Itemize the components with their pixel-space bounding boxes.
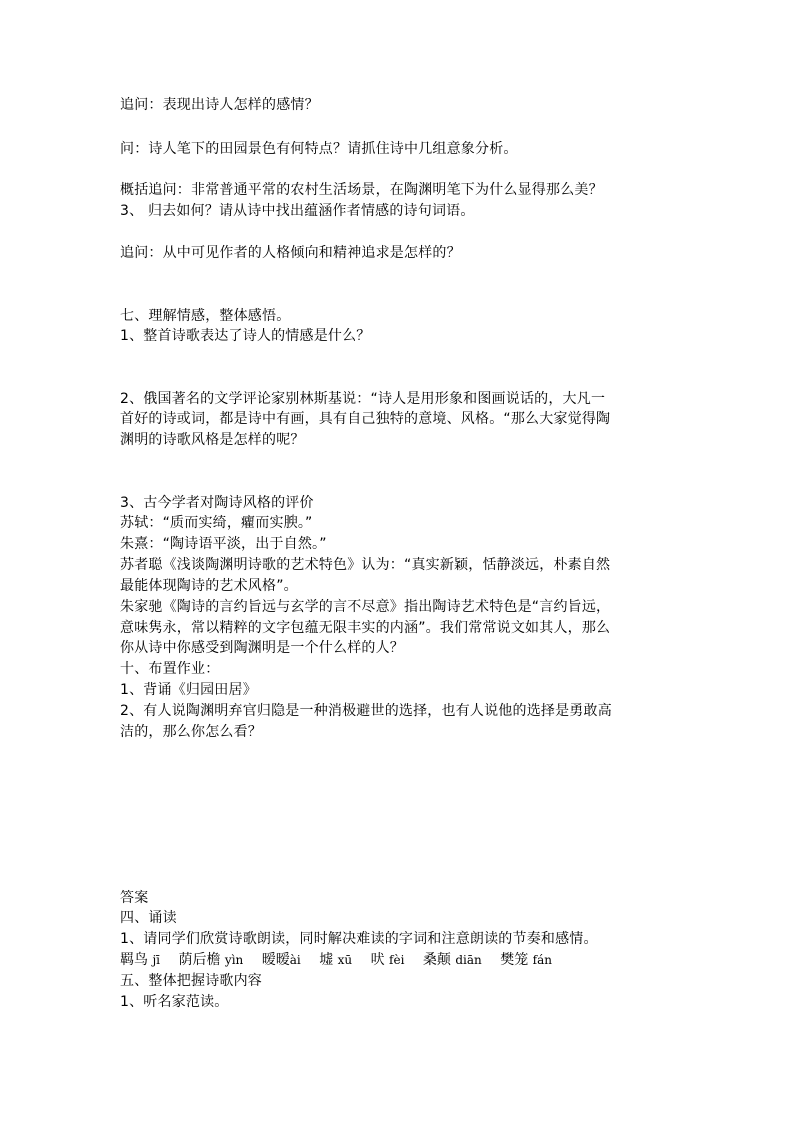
- text-line: 概括追问：非常普通平常的农村生活场景，在陶渊明笔下为什么显得那么美？: [120, 182, 603, 198]
- pinyin-item: [423, 952, 482, 968]
- pinyin-item: [500, 952, 552, 968]
- pinyin-reading: fán: [532, 953, 552, 967]
- text-line: 2、有人说陶渊明弃官归隐是一种消极避世的选择，也有人说他的选择是勇敢高: [120, 703, 612, 719]
- pinyin-reading: diān: [455, 953, 482, 967]
- text-line: 朱家驰《陶诗的言约旨远与玄学的言不尽意》指出陶诗艺术特色是“言约旨远，: [120, 599, 611, 615]
- text-line: 问：诗人笔下的田园景色有何特点？请抓住诗中几组意象分析。: [120, 141, 518, 157]
- text-line: 意味隽永，常以精粹的文字包蕴无限丰实的内涵”。我们常常说文如其人，那么: [120, 620, 611, 636]
- pinyin-reading: fèi: [389, 953, 405, 967]
- pinyin-word: 暧暧: [261, 952, 290, 968]
- text-line: 3、古今学者对陶诗风格的评价: [120, 495, 314, 511]
- pinyin-item: [319, 952, 352, 968]
- text-line: 最能体现陶诗的艺术风格”。: [120, 578, 298, 594]
- text-line: 渊明的诗歌风格是怎样的呢？: [120, 432, 305, 448]
- pinyin-word: 樊笼: [500, 952, 529, 968]
- pinyin-word: 羁鸟: [120, 952, 148, 968]
- section-heading: 四、诵读: [120, 910, 177, 926]
- text-line: 追问：表现出诗人怎样的感情？: [120, 97, 319, 113]
- pinyin-word: 吠: [370, 952, 385, 968]
- pinyin-item: [178, 952, 243, 968]
- text-line: 1、请同学们欣赏诗歌朗读，同时解决难读的字词和注意朗读的节奏和感情。: [120, 931, 598, 947]
- pinyin-word: 墟: [319, 952, 334, 968]
- pinyin-item: [371, 952, 405, 968]
- answer-heading: 答案: [120, 890, 149, 906]
- text-line: 1、整首诗歌表达了诗人的情感是什么？: [120, 328, 371, 344]
- text-line: 追问：从中可见作者的人格倾向和精神追求是怎样的？: [120, 245, 461, 261]
- pinyin-reading: yìn: [224, 953, 244, 967]
- text-line: 你从诗中你感受到陶渊明是一个什么样的人？: [120, 640, 404, 656]
- pinyin-item: [120, 952, 160, 968]
- text-line: 3、 归去如何？请从诗中找出蕴涵作者情感的诗句词语。: [120, 203, 475, 219]
- text-line: 2、俄国著名的文学评论家别林斯基说：“诗人是用形象和图画说话的，大凡一: [120, 391, 606, 407]
- pinyin-item: [262, 952, 301, 968]
- text-line: 1、听名家范读。: [120, 994, 229, 1010]
- text-line: 朱熹：“陶诗语平淡，出于自然。”: [120, 536, 327, 552]
- section-heading: 五、整体把握诗歌内容: [120, 973, 262, 989]
- text-line: 苏者聪《浅谈陶渊明诗歌的艺术特色》认为：“真实新颖，恬静淡远，朴素自然: [120, 557, 611, 573]
- pinyin-reading: xū: [337, 953, 353, 967]
- text-line: 1、背诵《归园田居》: [120, 682, 257, 698]
- pinyin-word: 荫后檐: [178, 952, 221, 968]
- text-line: 苏轼：“质而实绮，癯而实腴。”: [120, 515, 313, 531]
- section-heading: 七、理解情感，整体感悟。: [120, 308, 291, 324]
- text-line: 首好的诗或词，都是诗中有画，具有自己独特的意境、风格。“那么大家觉得陶: [120, 411, 611, 427]
- section-heading: 十、布置作业：: [120, 661, 220, 677]
- pinyin-reading: jī: [152, 953, 161, 967]
- pinyin-reading: ài: [289, 953, 301, 967]
- pinyin-word: 桑颠: [422, 952, 451, 968]
- text-line: 洁的，那么你怎么看？: [120, 724, 262, 740]
- pinyin-row: [120, 949, 680, 971]
